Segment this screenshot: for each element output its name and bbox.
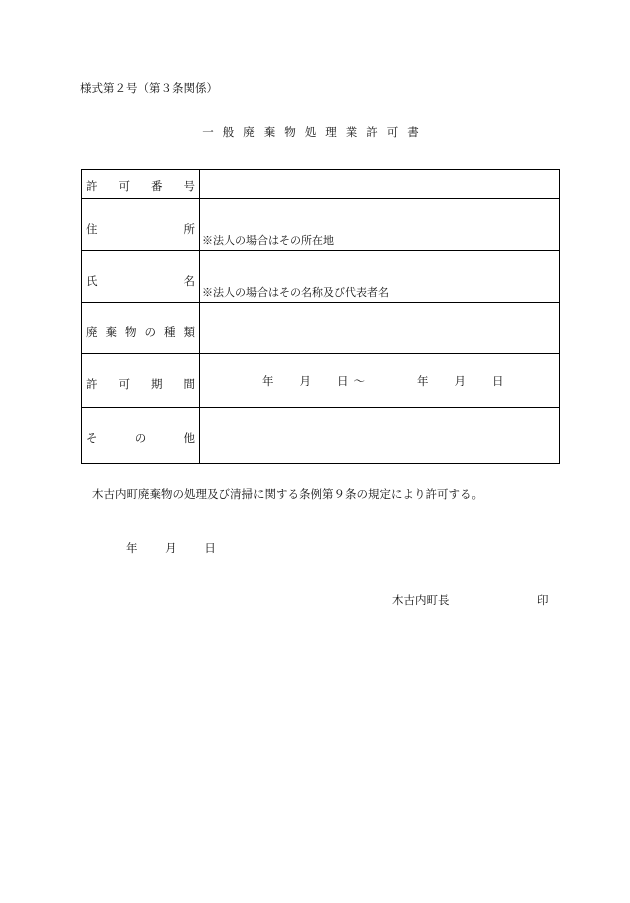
label-char: そ [86,431,98,445]
permit-period-dates [200,376,504,388]
table-row [82,408,560,464]
issuer-title: 木古内町長 [392,593,450,607]
label-char: 間 [183,377,195,391]
label-name [82,251,200,303]
document-title: 一般廃棄物処理業許可書 [202,125,428,139]
label-char: 号 [183,179,195,193]
value-permit-number [200,170,560,199]
label-char: 類 [183,325,195,339]
row-label-text [82,170,199,194]
name-note: ※法人の場合はその名称及び代表者名 [202,286,389,299]
table-row [82,199,560,251]
label-char: 住 [86,222,98,236]
label-char: 可 [118,377,130,391]
label-char: 許 [86,179,98,193]
value-permit-period [200,354,560,408]
label-char: 氏 [86,274,98,288]
label-char: 可 [118,179,130,193]
period-day-2: 日 [492,374,504,388]
period-tilde: ～ [353,374,365,388]
table-row [82,251,560,303]
table-row [82,303,560,354]
label-permit-number [82,170,200,199]
label-char: 番 [151,179,163,193]
label-char: 許 [86,377,98,391]
label-char: 所 [183,222,195,236]
label-char: 物 [125,325,137,339]
label-char: 他 [183,431,195,445]
seal-mark: 印 [537,593,549,607]
label-waste-type [82,303,200,354]
period-month-2: 月 [454,374,466,388]
period-year-2: 年 [417,374,429,388]
label-char: 廃 [86,325,98,339]
issue-date [126,540,216,556]
permit-statement: 木古内町廃棄物の処理及び清掃に関する条例第９条の規定により許可する。 [92,487,483,501]
period-month-1: 月 [299,374,311,388]
label-char: の [144,325,156,339]
label-char: 名 [183,274,195,288]
label-char: 種 [164,325,176,339]
row-label-text [82,251,199,289]
value-other [200,408,560,464]
issue-year: 年 [126,541,138,555]
label-char: 棄 [105,325,117,339]
address-note: ※法人の場合はその所在地 [202,234,334,247]
row-label-text [82,199,199,237]
period-day-1: 日 [337,374,349,388]
value-name [200,251,560,303]
label-char: 期 [151,377,163,391]
period-year-1: 年 [262,374,274,388]
value-address [200,199,560,251]
label-char: の [134,431,147,445]
label-other [82,408,200,464]
label-address [82,199,200,251]
row-label-text [82,408,199,446]
table-row [82,354,560,408]
permit-table [81,169,560,464]
row-label-text [82,303,199,340]
issue-day: 日 [204,541,216,555]
issue-month: 月 [165,541,177,555]
table-row [82,170,560,199]
row-label-text [82,354,199,392]
label-permit-period [82,354,200,408]
value-waste-type [200,303,560,354]
form-number: 様式第２号（第３条関係） [80,81,218,95]
